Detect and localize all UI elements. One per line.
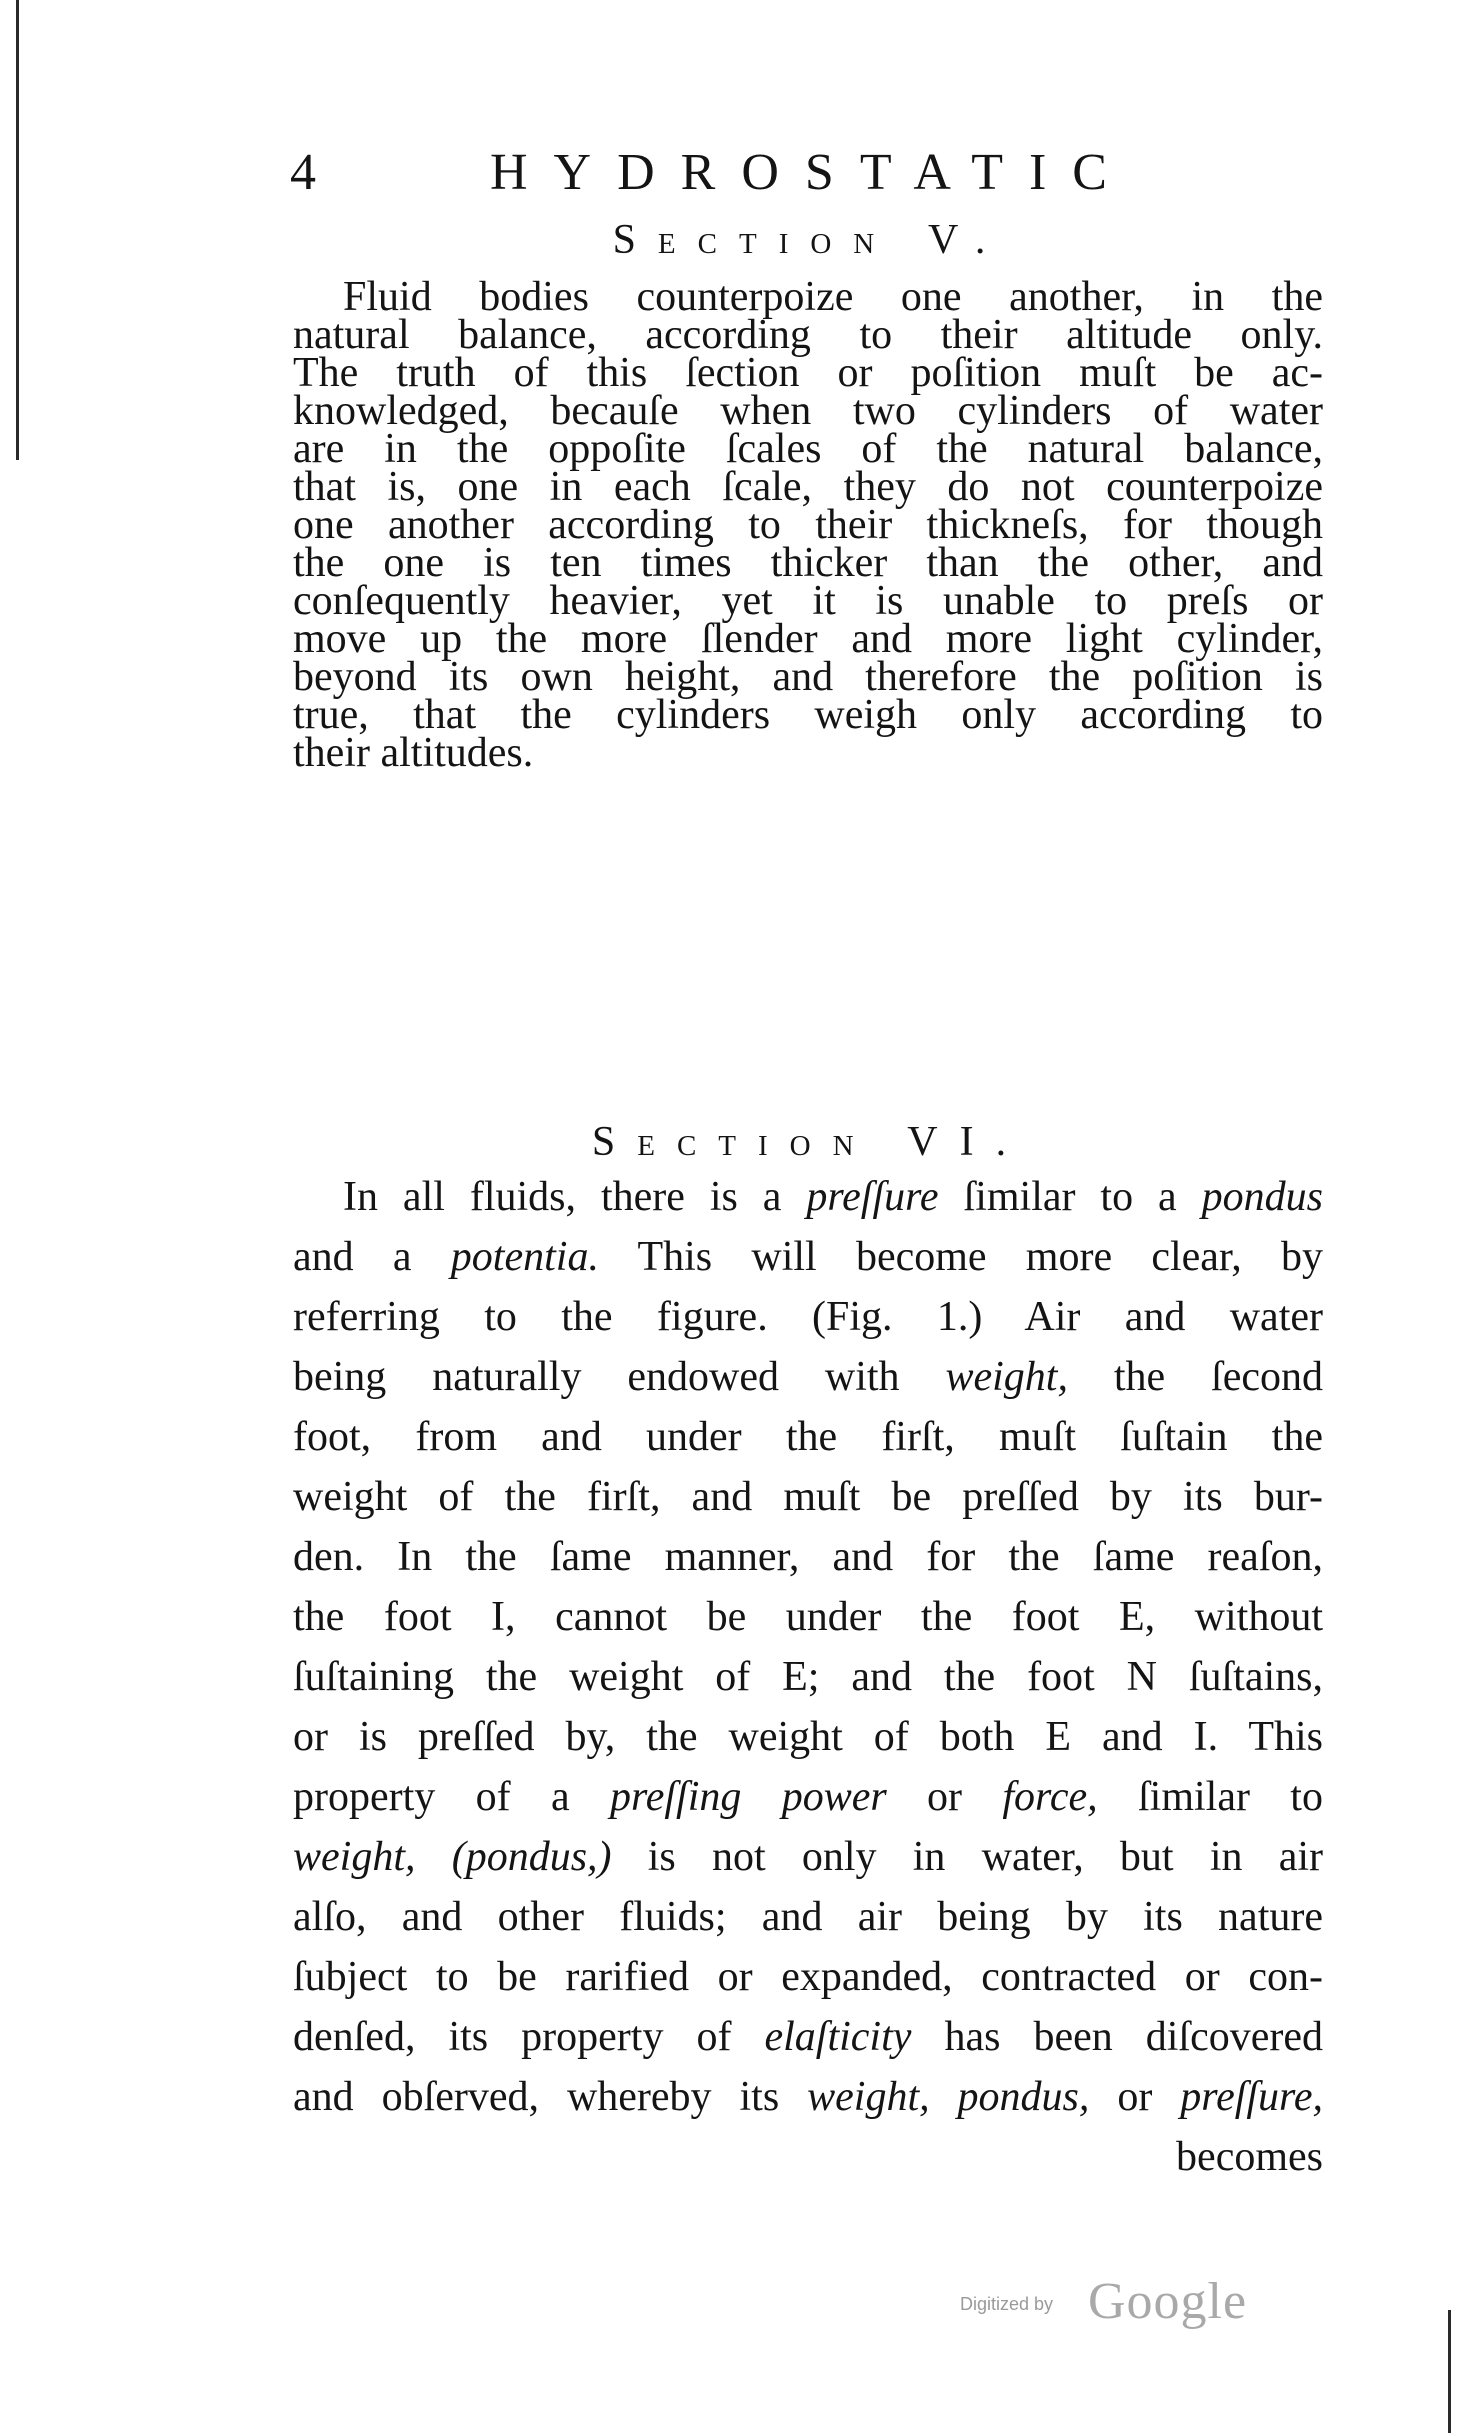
text-line: referring to the figure. (Fig. 1.) Air and water — [293, 1294, 1323, 1340]
section-heading-vi: Section VI. — [591, 1119, 1029, 1165]
text-line: denſed, its property of elaſticity has been diſcovered — [293, 2014, 1323, 2060]
page-number: 4 — [290, 144, 316, 201]
text-line: knowledged, becauſe when two cylinders of water — [293, 388, 1323, 434]
text-line: weight of the firſt, and muſt be preſſed by its bur- — [293, 1474, 1323, 1520]
text-line: weight, (pondus,) is not only in water, but in air — [293, 1834, 1323, 1880]
page-edge-rule — [16, 0, 19, 460]
text-line: and obſerved, whereby its weight, pondus, or preſſure, — [293, 2074, 1323, 2120]
text-line: the one is ten times thicker than the other, and — [293, 540, 1323, 586]
text-line: that is, one in each ſcale, they do not counterpoize — [293, 464, 1323, 510]
text-line: one another according to their thickneſs, for though — [293, 502, 1323, 548]
text-line: or is preſſed by, the weight of both E and I. This — [293, 1714, 1323, 1760]
text-line: den. In the ſame manner, and for the ſame reaſon, — [293, 1534, 1323, 1580]
google-logo: Google — [1088, 2273, 1248, 2330]
text-line: move up the more ſlender and more light cylinder, — [293, 616, 1323, 662]
text-line: are in the oppoſite ſcales of the natural balance, — [293, 426, 1323, 472]
watermark-prefix: Digitized by — [960, 2294, 1054, 2314]
text-line: conſequently heavier, yet it is unable to preſs or — [293, 578, 1323, 624]
text-line: property of a preſſing power or force, ſimilar to — [293, 1774, 1323, 1820]
text-line: beyond its own height, and therefore the poſition is — [293, 654, 1323, 700]
digitized-watermark — [960, 2272, 1260, 2332]
text-line: ſubject to be rarified or expanded, contracted or con- — [293, 1954, 1323, 2000]
text-line: being naturally endowed with weight, the ſecond — [293, 1354, 1324, 1400]
page-edge-rule-bottom — [1448, 2310, 1451, 2433]
section-heading-v: Section V. — [612, 217, 1008, 263]
text-line: and a potentia. This will become more clear, by — [293, 1234, 1323, 1280]
text-line: ſuſtaining the weight of E; and the foot N ſuſtains, — [293, 1654, 1323, 1700]
text-line: In all fluids, there is a preſſure ſimilar to a pondus — [343, 1174, 1323, 1220]
text-line: foot, from and under the firſt, muſt ſuſtain the — [293, 1414, 1323, 1460]
page-header — [290, 138, 1330, 208]
text-line: The truth of this ſection or poſition muſt be ac- — [293, 350, 1323, 396]
text-line: true, that the cylinders weigh only according to — [293, 692, 1323, 738]
text-line: the foot I, cannot be under the foot E, without — [293, 1594, 1323, 1640]
running-title: HYDROSTATIC — [490, 144, 1133, 201]
text-line: their altitudes. — [293, 730, 534, 776]
text-line: alſo, and other fluids; and air being by its nature — [293, 1894, 1323, 1940]
text-line: Fluid bodies counterpoize one another, in the — [343, 274, 1323, 320]
catchword: becomes — [1176, 2134, 1323, 2180]
text-line: natural balance, according to their altitude only. — [293, 312, 1323, 358]
